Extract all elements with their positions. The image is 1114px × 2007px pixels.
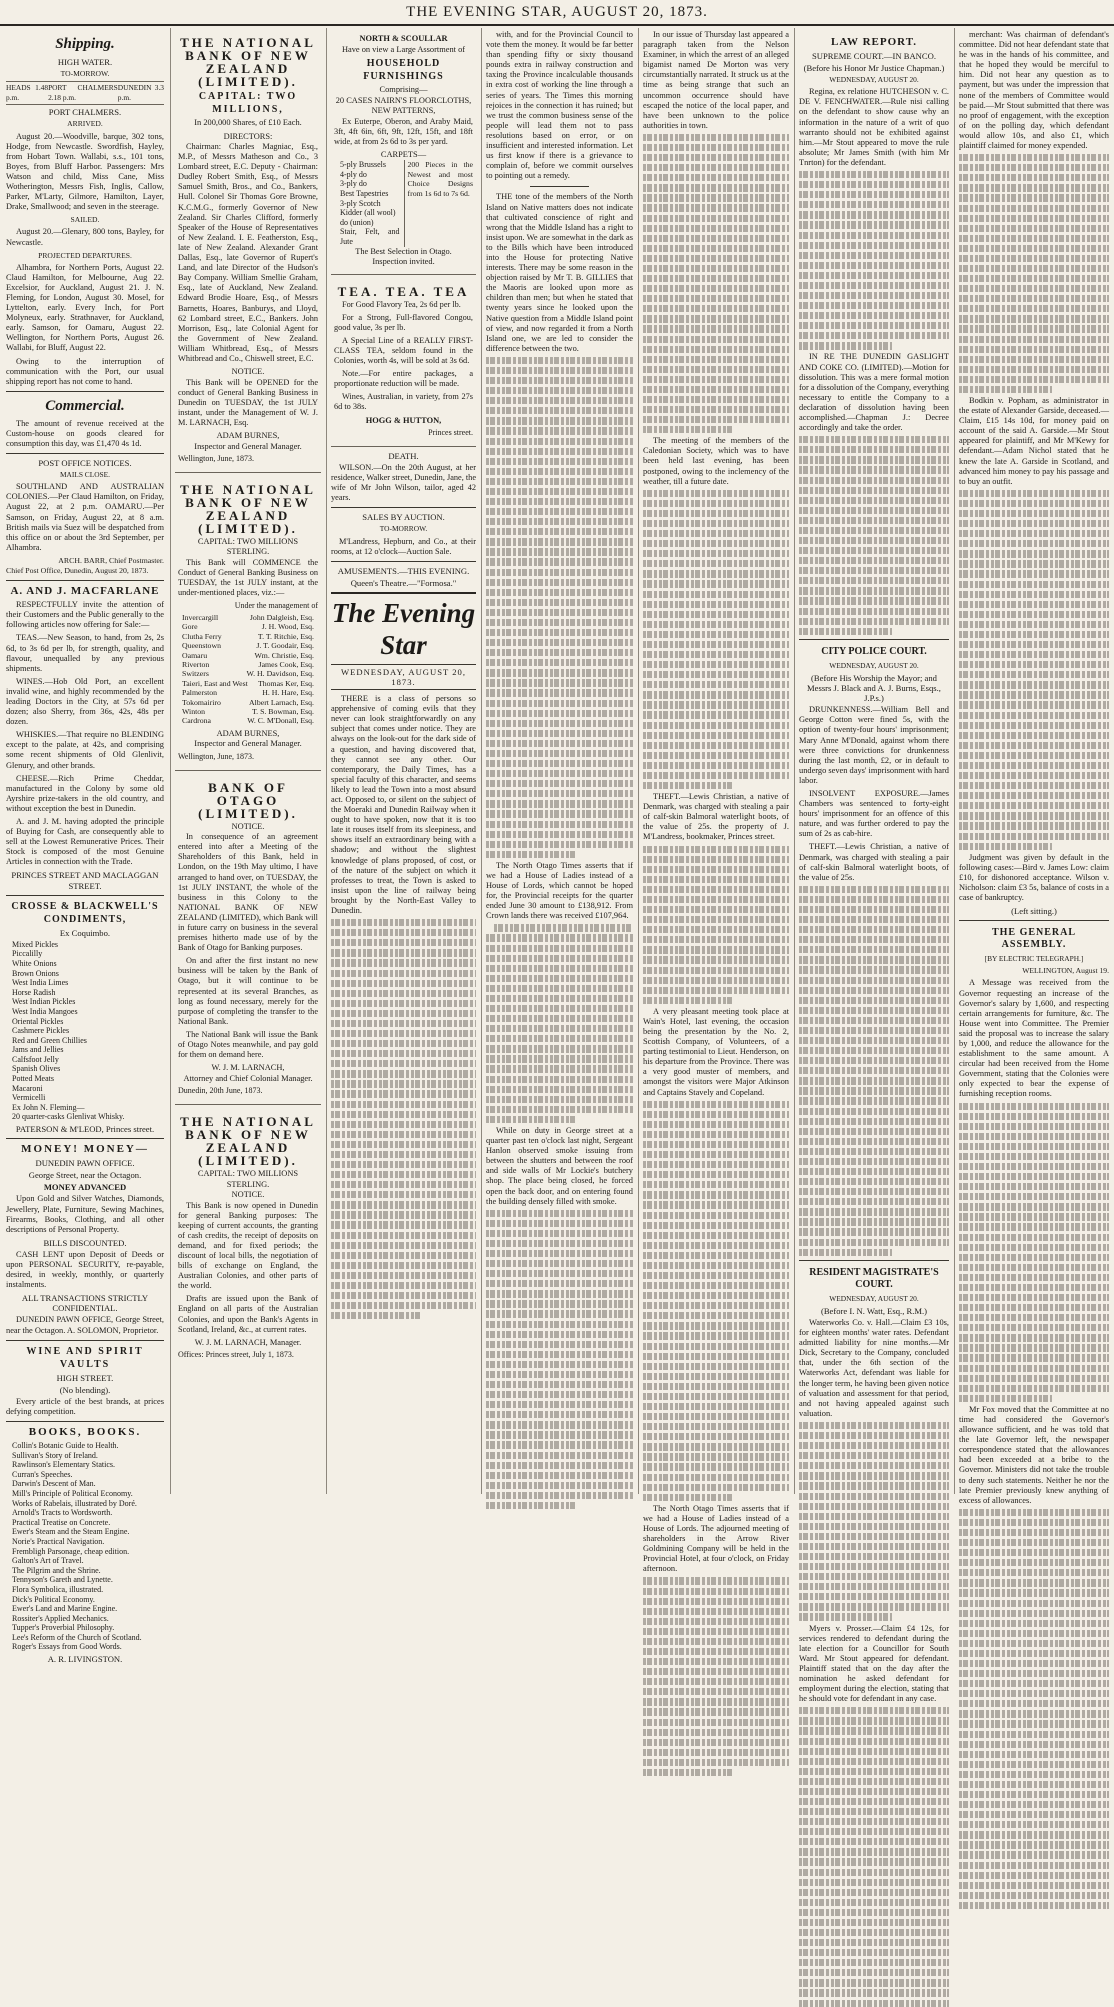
otago-text-1: In consequence of an agreement entered into after a Meeting of the Shareholders of this Bank, held in London, on the 19th May ultimo, I have arranged to hand over, on TUESDAY, the 1st JULY INSTANT, the whole of the business in this Colony to the NATIONAL BANK OF NEW ZEALAND (LIMITED), which Bank will in future carry on business in the several premises hitherto made use of by the Bank of Otago for Banking purposes. <box>178 832 318 953</box>
column-4 <box>486 30 633 1492</box>
agency-place: Switzers <box>182 669 209 679</box>
masthead <box>0 0 1114 26</box>
agency-place: Palmerston <box>182 688 218 698</box>
list-item: Oriental Pickles <box>12 1016 64 1026</box>
theatre-line: Queen's Theatre.—"Formosa." <box>350 577 457 588</box>
tea-line-3: A Special Line of a REALLY FIRST-CLASS TEA, seldom found in the Colonies, worth 4s, will be sold at 3s 6d. <box>334 335 473 366</box>
burnes-role: Inspector and General Manager. <box>194 441 302 451</box>
list-item: 4-ply do <box>340 169 367 179</box>
article-continuation <box>486 924 633 1123</box>
list-item: Mixed Pickles <box>12 939 58 949</box>
carpet-list <box>334 160 400 246</box>
general-assembly-heading: THE GENERAL ASSEMBLY. <box>991 927 1077 951</box>
column-rule <box>638 28 639 1494</box>
agency-row <box>178 716 318 725</box>
agency-manager: W. H. Davidson, Esq. <box>246 669 314 679</box>
condiments-list <box>6 940 164 1122</box>
bank-of-otago-title: BANK OF OTAGO (LIMITED). <box>198 779 298 821</box>
article-text-a: with, and for the Provincial Council to vote them the money. It would be far better than spending fifty or sixty thousand pounds extra in railway construction and taxing the Province incalculable thousands in extra cost of working the line through a series of years. The Times this morning rejoices in the connection it has ruined; but we trust the common business sense of the people will lead them not to pass resolutions based on error, or on insufficient and interested information. Let us first know if there is a grievance to complain of, before we commit ourselves to pointing out a remedy. <box>486 30 633 181</box>
list-item: do (union) <box>340 217 374 227</box>
larnach-name: W. J. M. LARNACH, <box>211 1063 285 1073</box>
assembly-text-1: A Message was received from the Governor requesting an increase of the Governor's salary by 1,600, and respecting certain arrangements for furniture, &c. The House went into Committee. The Premier said the proposal was to increase the salary by 1,000, and reduce the allowance for the establishment to the same amount. A circular had been received from the Home Government, stating that the Colonies were only expected to bear the expense of furnishing reception rooms. <box>959 978 1109 1099</box>
divider <box>6 1138 164 1139</box>
list-item: Curran's Speeches. <box>12 1469 73 1479</box>
agency-place: Queenstown <box>182 641 221 651</box>
north-scoullar-title: NORTH & SCOULLAR <box>359 34 448 43</box>
list-item: 20 quarter-casks Glenlivat Whisky. <box>12 1112 125 1122</box>
tea-line-1: For Good Flavory Tea, 2s 6d per lb. <box>342 299 461 309</box>
article-continuation <box>799 1707 949 2006</box>
agency-place: Tokomairiro <box>182 697 221 707</box>
article-continuation <box>959 490 1109 850</box>
post-office-date: Chief Post Office, Dunedin, August 20, 1873. <box>6 566 149 576</box>
larnach-role: Attorney and Chief Colonial Manager. <box>183 1073 313 1083</box>
death-heading: DEATH. <box>388 450 419 461</box>
divider <box>799 639 949 640</box>
article-text-c: THEFT.—Lewis Christian, a native of Denmark, was charged with stealing a pair of calf-skin Balmoral waterlight boots, of the value of 25s. the property of J. M'Landress, bookmaker, Princes street. <box>643 792 789 842</box>
article-continuation <box>799 886 949 1256</box>
list-item: Macaroni <box>12 1083 43 1093</box>
tomorrow-label: TO-MORROW. <box>60 69 110 79</box>
list-item: Sullivan's Story of Ireland. <box>12 1450 98 1460</box>
tea-note: Note.—For entire packages, a proportionate reduction will be made. <box>334 369 473 389</box>
article-continuation <box>486 357 633 858</box>
ad-date: Wellington, June, 1873. <box>178 751 255 761</box>
list-item: Rossiter's Applied Mechanics. <box>12 1613 109 1623</box>
drafts-text: Drafts are issued upon the Bank of England on all parts of the Australian Colonies, and upon the Bank's Agents in Scotland, Ireland, &c., at current rates. <box>178 1294 318 1334</box>
left-sitting: (Left sitting.) <box>1011 906 1057 917</box>
agency-row <box>178 651 318 660</box>
agency-manager: T. S. Bowman, Esq. <box>251 707 314 717</box>
notice-heading: NOTICE. <box>231 367 265 377</box>
tide-port-chalmers: PORT CHALMERS 2.18 p.m. <box>48 83 118 103</box>
tea-ad <box>331 279 476 447</box>
agency-place: Invercargill <box>182 613 219 622</box>
list-item: Flora Symbolica, illustrated. <box>12 1584 104 1594</box>
police-text-3: THEFT.—Lewis Christian, a native of Denmark, was charged with stealing a pair of calf-skin Balmoral waterlight boots, of the value of 25s. <box>799 842 949 882</box>
macfarlane-whiskies: WHISKIES.—That require no BLENDING except to the palate, at 42s, and comprising some recent shipments of Old Glenlivit, Glenury, and other brands. <box>6 730 164 770</box>
agency-manager: T. T. Ritchie, Esq. <box>257 631 314 641</box>
cash-lent-text: CASH LENT upon Deposit of Deeds or upon PERSONAL SECURITY, re-payable, desired, in weekly, monthly, or quarterly instalments. <box>6 1249 164 1290</box>
crosse-title: CROSSE & BLACKWELL'S CONDIMENTS, <box>11 900 159 925</box>
agency-manager: Wm. Christie, Esq. <box>254 650 314 660</box>
agency-manager: W. C. M'Donall, Esq. <box>247 716 314 726</box>
column-rule <box>326 28 327 1494</box>
ad-date: Dunedin, 20th June, 1873. <box>178 1086 263 1096</box>
projected-text: Alhambra, for Northern Ports, August 22. Claud Hamilton, for Melbourne, Aug 22. Excelsior, for Auckland, August 21. J. N. Fleming, for London, August 30. Mosel, for Lyttelton, early. Every Inch, for Port Molyneux, early. Strathnaver, for Auckland, early. Samson, for Oamaru, August 22. Wellington, for Northern Ports, August 26. Wallabi, for Bluff, August 22. <box>6 262 164 353</box>
list-item: Ewer's Land and Marine Engine. <box>12 1604 118 1614</box>
list-item: 5-ply Brussels <box>340 160 386 170</box>
list-item: Collin's Botanic Guide to Health. <box>12 1441 119 1450</box>
wine-vaults-title: WINE AND SPIRIT VAULTS <box>26 1345 144 1370</box>
divider <box>6 453 164 454</box>
projected-heading: PROJECTED DEPARTURES. <box>38 250 132 260</box>
agency-manager: Albert Larnach, Esq. <box>249 697 314 707</box>
agency-manager: Thomas Ker, Esq. <box>258 678 314 688</box>
national-bank-title: THE NATIONAL BANK OF NEW ZEALAND (LIMITED). <box>180 1114 316 1169</box>
column-rule <box>170 28 171 1494</box>
list-item: Roger's Essays from Good Words. <box>12 1642 122 1652</box>
column-1 <box>6 30 164 1665</box>
post-office-heading: POST OFFICE NOTICES. <box>38 458 132 469</box>
list-item: Galton's Art of Travel. <box>12 1556 84 1566</box>
tide-heads: HEADS 1.48 p.m. <box>6 83 49 103</box>
list-item: West Indian Pickles <box>12 997 76 1007</box>
shipping-heading: Shipping. <box>55 36 115 52</box>
agency-manager: H. H. Hare, Esq. <box>262 688 314 698</box>
arrived-text: August 20.—Woodville, barque, 302 tons, Hodge, from Newcastle. Swordfish, Hayley, from Hobart Town. Wallabi, s.s., 101 tons, Boyes, from Bluff Harbor. Passengers: Mrs Watson and child, Miss Cane, Miss Wotherington, Messrs Fish, Inglis, Callow, Parker, M'Larty, Gilmore, Hamilton, Layer, Drake, Smallwood; and seven in the steerage. <box>6 131 164 212</box>
agency-place: Riverton <box>182 660 210 670</box>
list-item: Works of Rabelais, illustrated by Doré. <box>12 1498 137 1508</box>
rm-text-2: Myers v. Prosser.—Claim £4 12s, for services rendered to defendant during the late election for a Councillor for South Ward. Mr Stout appeared for defendant. Plaintiff stated that on the day after the nomination he asked defendant for employment during the election, stating that he should vote for defendant in any case. <box>799 1623 949 1704</box>
article-text-c: The North Otago Times asserts that if we had a House of Ladies instead of a House of Lords, which cannot be hoped for, the Provincial receipts for the quarter ended June 30 amount to £138,912. From Crown lands there was received £107,964. <box>486 860 633 921</box>
agency-row <box>178 679 318 688</box>
directors-heading: DIRECTORS: <box>223 131 273 141</box>
money-title: MONEY! MONEY— <box>21 1143 149 1156</box>
postmaster-signature: ARCH. BARR, Chief Postmaster. <box>58 555 164 565</box>
list-item: Rawlinson's Elementary Statics. <box>12 1460 115 1470</box>
list-item: West India Mangoes <box>12 1006 78 1016</box>
comprising-label: Comprising— <box>379 85 428 94</box>
list-item: Arnold's Tracts to Wordsworth. <box>12 1508 113 1518</box>
macfarlane-title: A. AND J. MACFARLANE <box>10 585 160 598</box>
national-bank-title: THE NATIONAL BANK OF NEW ZEALAND (LIMITED). <box>180 35 316 89</box>
agency-manager: J. H. Wood, Esq. <box>261 622 314 632</box>
article-continuation <box>959 154 1109 393</box>
agency-row <box>178 632 318 641</box>
north-scoullar-ad <box>331 30 476 275</box>
list-item: West India Limes <box>12 978 69 988</box>
article-continuation <box>643 490 789 789</box>
law-text-2: IN RE THE DUNEDIN GASLIGHT AND COKE CO. (LIMITED).—Motion for dissolution. This was a mere formal motion for a dissolution of the Company, everything necessary to entitle the Company to a declaration of dissolution having been accomplished.—Chapman J.: Decree accordingly and take the order. <box>799 352 949 433</box>
list-item: Piccalilly <box>12 949 43 959</box>
list-item: Horse Radish <box>12 987 56 997</box>
capital-line: CAPITAL: TWO MILLIONS STERLING. <box>197 1169 299 1189</box>
furnishings-title: HOUSEHOLD FURNISHINGS <box>363 58 444 82</box>
wines-note: Wines, Australian, in variety, from 27s 6d to 38s. <box>334 392 473 412</box>
divider <box>6 1340 164 1341</box>
article-continuation <box>331 919 476 1319</box>
article-continuation <box>486 1210 633 1509</box>
commence-text: This Bank will COMMENCE the Conduct of General Banking Business on TUESDAY, the 1st JULY instant, at the under-mentioned places, viz.:— <box>178 557 318 598</box>
list-item: Practical Treatise on Concrete. <box>12 1517 111 1527</box>
article-text-d: While on duty in George street at a quarter past ten o'clock last night, Sergeant Hanlon observed smoke issuing from between the shutters and between the roof and side walls of Mr Lockie's butchery shop. The place being closed, he forced open the back door, and on entering found the building densely filled with smoke. <box>486 1125 633 1206</box>
resident-magistrate-heading: RESIDENT MAGISTRATE'S COURT. <box>809 1266 939 1290</box>
macfarlane-wines: WINES.—Hob Old Port, an excellent invalid wine, and highly recommended by the leading Doctors in the City, at 57s 6d per dozen; also Sherry, from 36s, 42s, 48s per dozen. <box>6 676 164 727</box>
issue-dateline: WEDNESDAY, AUGUST 20, 1873. <box>331 664 476 690</box>
capital-line: CAPITAL: TWO MILLIONS, <box>198 91 298 115</box>
bench-line: (Before His Worship the Mayor; and Messrs J. Black and A. J. Burns, Esqs., J.P.s.) <box>807 672 941 704</box>
article-text-a: merchant: Was chairman of defendant's committee. Did not hear defendant state that he was in the hands of his committee, and that he hoped they would be merciful to him. Did not hear any question as to payment, but was under the impression that none of the members of Committee would be paid.—Mr Stout submitted that there was no proof of engagement, with the exception of on the polling day, which defendant would allow 10s, and also £1, which plaintiff claimed for money expended. <box>959 30 1109 151</box>
divider <box>6 1421 164 1422</box>
agency-header: Under the management of <box>234 601 318 611</box>
agency-manager: James Cook, Esq. <box>258 660 314 670</box>
national-bank-ad-1 <box>175 30 321 473</box>
agency-row <box>178 641 318 650</box>
agency-place: Clutha Ferry <box>182 631 222 641</box>
agency-place: Gore <box>182 622 198 632</box>
article-text-e: The North Otago Times asserts that if we had a House of Ladies instead of a House of Lords. The adjourned meeting of shareholders in the Arrow River Goldmining Company will be held in the Provincial Hotel, at four o'clock, on Friday afternoon. <box>643 1503 789 1574</box>
commercial-text: The amount of revenue received at the Custom-house on goods cleared for consumption this day, was £1,470 4s 1d. <box>6 418 164 448</box>
article-text-b: Bodkin v. Popham, as administrator in the estate of Alexander Garside, deceased.—Claim, £15 14s 10d, for money paid on account of the said A. Garside.—Mr Stout appeared for plaintiff, and Mr M'Kewy for defendant.—Adam Nichol stated that he knew the late A. Garside in Scotland, and advanced him money to pay his passage and to buy an outfit. <box>959 396 1109 486</box>
list-item: 3-ply do <box>340 179 367 189</box>
sales-text: M'Landress, Hepburn, and Co., at their rooms, at 12 o'clock—Auction Sale. <box>331 536 476 556</box>
agency-row <box>178 660 318 669</box>
tide-dunedin: DUNEDIN 3.3 p.m. <box>117 83 164 103</box>
divider <box>530 186 589 187</box>
list-item: Darwin's Descent of Man. <box>12 1479 96 1489</box>
tea-line-2: For a Strong, Full-flavored Congou, good value, 3s per lb. <box>334 312 473 332</box>
column-6 <box>799 30 949 1704</box>
books-title: BOOKS, BOOKS. <box>28 1426 142 1438</box>
column-2 <box>175 30 321 1492</box>
hogg-hutton: HOGG & HUTTON, <box>365 415 442 425</box>
burnes-name: ADAM BURNES, <box>216 728 280 738</box>
hogg-address: Princes street. <box>428 428 473 438</box>
list-item: Red and Green Chillies <box>12 1035 87 1045</box>
notice-heading: NOTICE. <box>231 1190 265 1200</box>
list-item: 3-ply Scotch <box>340 198 381 208</box>
article-continuation <box>643 1577 789 1776</box>
article-continuation <box>643 134 789 433</box>
macfarlane-address: PRINCES STREET AND MACLAGGAN STREET. <box>11 870 159 891</box>
list-item: Dick's Political Economy. <box>12 1594 95 1604</box>
column-rule <box>481 28 482 1494</box>
supreme-court-heading: SUPREME COURT.—IN BANCO. <box>812 51 936 61</box>
larnach-manager: W. J. M. LARNACH, Manager. <box>194 1337 302 1347</box>
law-report-heading: LAW REPORT. <box>831 36 917 48</box>
police-text-2: INSOLVENT EXPOSURE.—James Chambers was sentenced to forty-eight hours' imprisonment for an offence of this nature, and was further ordered to pay the sum of 2s as cab-hire. <box>799 788 949 839</box>
macfarlane-cash: A. and J. M. having adopted the principle of Buying for Cash, are consequently able to sell at the Lowest Remunerative Prices. Their Stock is composed of the most Genuine Articles in connection with the Trade. <box>6 817 164 867</box>
column-5 <box>643 30 789 1574</box>
floorcloth-ships: Ex Euterpe, Oberon, and Araby Maid, 3ft, 4ft 6in, 6ft, 9ft, 12ft, 15ft, and 18ft wide, at from 2s 6d to 3s per yard. <box>334 116 473 146</box>
list-item: Ex John N. Fleming— <box>12 1102 85 1112</box>
article-text-b: THE tone of the members of the North Island on Native matters does not indicate that cultivated conscience of right and wrong that the Middle Island has a right to insist upon. We are somewhat in the dark as to the Bills which have been introduced into the House for protecting Native interests. There may be some reason in the objection raised by Mr T. B. GILLIES that the Maoris are looked upon more as children than men; but when he stated that twenty years since he looked upon the Native question from a Middle Island point of view, and now regarded it from a North Island one, we are led to consider the difference between the two. <box>486 192 633 353</box>
post-office-text: SOUTHLAND AND AUSTRALIAN COLONIES.—Per Claud Hamilton, on Friday, August 22, at 2 p.m. OAMARU.—Per Samson, on Friday, August 22, at 8 a.m. British mails via Suez will be despatched from this office on or about the 3rd September, per Alhambra. <box>6 482 164 552</box>
shares-line: In 200,000 Shares, of £10 Each. <box>194 118 302 127</box>
arrived-heading: ARRIVED. <box>67 119 103 129</box>
judgment-text: Judgment was given by default in the following cases:—Bird v. James Low: claim £10, for dishonored acceptance. Wilson v. Nicholson: claim £3 5s, balance of costs in a case of bankruptcy. <box>959 852 1109 903</box>
list-item: Stair, Felt, and Jute <box>340 227 400 247</box>
carpet-note: 200 Pieces in the Newest and most Choice Designs from 1s 6d to 7s 6d. <box>404 160 474 246</box>
rm-text-1: Waterworks Co. v. Hall.—Claim £3 10s, for eighteen months' water rates. Defendant admitted liability for nine months.—Mr Dick, Secretary to the Company, concluded that, under the 6th section of the Waterworks Act, defendant was liable for the longer term, he having been given notice of valuation and assessment for that period, and not having appealed against such valuation. <box>799 1318 949 1418</box>
court-date: WEDNESDAY, AUGUST 20. <box>829 75 919 85</box>
agency-row <box>178 707 318 716</box>
tomorrow-label: TO-MORROW. <box>379 524 428 534</box>
port-chalmers-heading: PORT CHALMERS. <box>48 107 122 118</box>
notice-text: This Bank will be OPENED for the conduct of General Banking Business in Dunedin on TUESDAY, the 1st JULY instant, under the Management of W. J. M. LARNACH, Esq. <box>178 377 318 427</box>
list-item: Frembligh Parsonage, cheap edition. <box>12 1546 130 1556</box>
pawn-office-name: DUNEDIN PAWN OFFICE. <box>35 1158 135 1169</box>
amusements-heading: AMUSEMENTS.—THIS EVENING. <box>337 565 470 576</box>
books-list <box>6 1441 164 1652</box>
list-item: Lee's Reform of the Church of Scotland. <box>12 1632 142 1642</box>
transactions-confidential: ALL TRANSACTIONS STRICTLY CONFIDENTIAL. <box>21 1293 149 1314</box>
otago-text-2: On and after the first instant no new business will be taken by the Bank of Otago, but it will continue to be represented at its several Branches, as long as found necessary, merely for the purpose of completing the transfer to the National Bank. <box>178 956 318 1026</box>
burnes-name: ADAM BURNES, <box>216 431 280 441</box>
burnes-role: Inspector and General Manager. <box>194 739 302 749</box>
assembly-text-2: Mr Fox moved that the Committee at no time had considered the Governor's allowance sufficient, and he was told that the late Governor left, the newspaper correspondence stated that the allowances had been exceeded at a bribe to the Governor. Ministers did not take the trouble to deny such statements. Neither he nor the late Premier previously knew anything of excess of allowances. <box>959 1404 1109 1505</box>
north-scoullar-text: Have on view a Large Assortment of <box>341 44 466 54</box>
agency-place: Winton <box>182 707 206 717</box>
bills-discounted: BILLS DISCOUNTED. <box>43 1237 127 1248</box>
agency-place: Oamaru <box>182 650 208 660</box>
list-item: Calfsfoot Jelly <box>12 1054 59 1064</box>
column-rule <box>794 28 795 1494</box>
inspection-invited: Inspection invited. <box>372 257 435 267</box>
agency-row <box>178 669 318 678</box>
pawn-close: DUNEDIN PAWN OFFICE, George Street, near the Octagon. A. SOLOMON, Proprietor. <box>6 1315 164 1335</box>
column-rule <box>954 28 955 1494</box>
wine-no-blending: (No blending). <box>59 1384 111 1395</box>
divider <box>959 920 1109 921</box>
city-police-heading: CITY POLICE COURT. <box>821 645 927 657</box>
list-item: Potted Meats <box>12 1074 54 1084</box>
evening-star-nameplate: The Evening Star <box>331 592 476 661</box>
divider <box>6 391 164 392</box>
wine-vaults-street: HIGH STREET. <box>56 1372 114 1383</box>
judge-line: (Before his Honor Mr Justice Chapman.) <box>803 63 945 74</box>
floorcloths-line: 20 CASES NAIRN'S FLOORCLOTHS, NEW PATTERNS, <box>335 95 472 115</box>
national-bank-title: THE NATIONAL BANK OF NEW ZEALAND (LIMITED). <box>180 481 316 536</box>
agency-row <box>178 622 318 631</box>
list-item: The Pilgrim and the Shrine. <box>12 1565 101 1575</box>
list-item: Mill's Principle of Political Economy. <box>12 1488 133 1498</box>
capital-line: CAPITAL: TWO MILLIONS STERLING. <box>197 536 299 557</box>
crosse-subtitle: Ex Coquimbo. <box>59 927 111 938</box>
article-continuation <box>799 171 949 350</box>
tide-table <box>6 81 164 105</box>
money-text: Upon Gold and Silver Watches, Diamonds, Jewellery, Plate, Furniture, Sewing Machines, Firearms, Books, Clothing, and all other descriptions of Personal Property. <box>6 1194 164 1234</box>
list-item: Tupper's Proverbial Philosophy. <box>12 1623 115 1633</box>
owing-text: Owing to the interruption of communication with the Port, our usual shipping report has not come to hand. <box>6 356 164 386</box>
article-continuation <box>799 436 949 635</box>
magistrate-line: (Before I. N. Watt, Esq., R.M.) <box>820 1305 928 1316</box>
agency-manager: J. T. Goodair, Esq. <box>256 641 314 651</box>
agency-place: Cardrona <box>182 716 212 726</box>
wine-text: Every article of the best brands, at prices defying competition. <box>6 1396 164 1416</box>
article-continuation <box>959 1103 1109 1402</box>
carpets-heading: CARPETS— <box>380 149 427 159</box>
court-date: WEDNESDAY, AUGUST 20. <box>829 660 919 670</box>
list-item: Spanish Olives <box>12 1064 61 1074</box>
divider <box>6 580 164 581</box>
divider <box>331 507 476 508</box>
court-date: WEDNESDAY, AUGUST 20. <box>829 1293 919 1303</box>
best-selection: The Best Selection in Otago. <box>355 246 452 256</box>
list-item: Kidder (all wool) <box>340 208 396 218</box>
agency-row <box>178 613 318 622</box>
column-3 <box>331 30 476 1492</box>
wellington-dateline: WELLINGTON, August 19. <box>1022 966 1109 976</box>
list-item: White Onions <box>12 958 57 968</box>
notice-text: This Bank is now opened in Dunedin for general Banking purposes: The keeping of current accounts, the granting of cash credits, the receipt of deposits on demand, and for fixed periods; the discount of local bills, the negotiation of bills of exchange on England, the Australian Colonies, and other parts of the world. <box>178 1200 318 1291</box>
article-continuation <box>959 1509 1109 1909</box>
directors-list: Chairman: Charles Magniac, Esq., M.P., of Messrs Matheson and Co., 3 Lombard street, E.C. Deputy - Chairman: Dudley Robert Smith, Esq., of Messrs Samuel Smith, Bros., and Co., Bankers, Hull. Colonel Sir Thomas Gore Browne, K.C.M.G., formerly Governor of New Zealand. Sir Charles Clifford, formerly Speaker of the House of Representatives of New Zealand. I. E. Featherston, Esq., late of New Zealand. Alexander Grant Dallas, Esq., late Governor of Rupert's Land, and late Director of the Hudson's Bay Company. William Smellie Graham, Esq., late of Auckland, New Zealand. Edward Brodie Hoare, Esq., of Messrs Barnetts, Hoares, Banburys, and Lloyd, 62 Lombard street, E.C., Bankers. John Morrison, Esq., late Colonial Agent for the Government of New Zealand. William Whitbread, Esq., of Messrs Whitbread and Co., Chiswell street, E.C. <box>178 142 318 363</box>
masthead-title: THE EVENING STAR, AUGUST 20, 1873. <box>406 4 708 20</box>
agency-row <box>178 688 318 697</box>
list-item: Brown Onions <box>12 968 59 978</box>
divider <box>331 561 476 562</box>
money-advanced: MONEY ADVANCED <box>43 1182 127 1193</box>
article-text-d: A very pleasant meeting took place at Wain's Hotel, last evening, the occasion being the presentation by the No. 2, Scottish Company, of Volunteers, of a parting testimonial to Lieut. Henderson, on his departure from the Province. There was a very good muster of members, and amongst the visitors were Major Atkinson and Captains Stavely and Copeland. <box>643 1006 789 1097</box>
agency-manager: John Dalgleish, Esq. <box>249 613 314 622</box>
death-notice: WILSON.—On the 20th August, at her residence, Walker street, Dunedin, Jane, the wife of Mr John Wilson, tailor, aged 42 years. <box>331 462 477 503</box>
carpet-section <box>334 160 473 246</box>
article-text-a: In our issue of Thursday last appeared a paragraph taken from the Nelson Examiner, in which the arrest of an alleged bigamist named De Morton was very circumstantially narrated. It struck us at the time as being strange that such an uncommon occurrence should have escaped the notice of the local paper, and have been unknown to the police authorities in town. <box>643 30 789 130</box>
sales-heading: SALES BY AUCTION. <box>362 512 445 523</box>
list-item: Ewer's Steam and the Steam Engine. <box>12 1527 130 1537</box>
sailed-heading: SAILED. <box>70 215 100 225</box>
national-bank-ad-2 <box>175 477 321 771</box>
commercial-heading: Commercial. <box>45 397 125 414</box>
agency-place: Taieri, East and West <box>182 678 248 688</box>
agency-row <box>178 698 318 707</box>
list-item: Tennyson's Gareth and Lynette. <box>12 1575 113 1585</box>
national-bank-ad-3 <box>175 1109 321 1368</box>
macfarlane-intro: RESPECTFULLY invite the attention of their Customers and the Public generally to the following articles now offering for Sale:— <box>6 600 164 630</box>
list-item: Vermicelli <box>12 1093 46 1103</box>
divider <box>6 895 164 896</box>
list-item: Norie's Practical Navigation. <box>12 1536 105 1546</box>
divider <box>799 1260 949 1261</box>
tea-title: TEA. TEA. TEA <box>337 283 470 299</box>
bank-of-otago-ad <box>175 775 321 1105</box>
police-text-1: DRUNKENNESS.—William Bell and George Cotton were fined 5s, with the option of twenty-four hours' imprisonment; Mary Anne M'Donald, against whom there were three convictions for drunkenness during the last month, £2, or in default to undergo seven days' imprisonment with hard labor. <box>799 705 949 785</box>
pawn-address: George Street, near the Octagon. <box>28 1170 142 1181</box>
macfarlane-cheese: CHEESE.—Rich Prime Cheddar, manufactured in the Colony by some old Ayrshire prize-takers in the old country, and without exception the best in Dunedin. <box>6 773 164 813</box>
list-item: Best Tapestries <box>340 189 389 199</box>
offices-line: Offices: Princes street, July 1, 1873. <box>178 1350 294 1360</box>
list-item: Jams and Jellies <box>12 1045 64 1055</box>
article-continuation <box>643 1101 789 1501</box>
agency-table <box>178 613 318 726</box>
ad-date: Wellington, June, 1873. <box>178 454 255 464</box>
law-text-1: Regina, ex relatione HUTCHESON v. C. DE V. FENCHWATER.—Rule nisi calling on the defendant to show cause why an information in the nature of a writ of quo warranto should not be exhibited against him.—Mr Stout appeared to move the rule absolute; Mr James Smith (with him Mr Tnrton) for the defendant. <box>799 87 949 167</box>
high-water-heading: HIGH WATER. <box>57 57 113 67</box>
notice-heading: NOTICE. <box>231 821 265 831</box>
column-7 <box>959 30 1109 1505</box>
leading-article: THERE is a class of persons so apprehensive of coming evils that they never can look straightforwardly on any subject that comes under notice. They are always on the look-out for the dark side of a question, and having discovered that, they cannot see any other. Our contemporary, the Daily Times, has a special faculty of this character, and seems likely to lead the Town into a most absurd act. Opposed to, or silent on the subject of the Moeraki and Dunedin Railway when it ought to have spoken, now that it is too late it rouses itself from its sleepiness, and shows itself an extraordinary being with a shadow; and without the slightest knowledge of plans proposed, of cost, or of the nature of the subject on which it professes to treat, the Town is asked to insist upon the line of railway being brought by the North-East Valley to Dunedin. <box>331 694 476 916</box>
article-continuation <box>643 846 789 1004</box>
telegraph-line: [BY ELECTRIC TELEGRAPH.] <box>984 954 1084 964</box>
paterson-signature: PATERSON & M'LEOD, Princes street. <box>15 1124 155 1135</box>
macfarlane-teas: TEAS.—New Season, to hand, from 2s, 2s 6d, to 3s 6d per lb, for strength, quality, and flavour, unequalled by any previous shipments. <box>6 633 164 673</box>
livingston-signature: A. R. LIVINGSTON. <box>47 1654 123 1665</box>
mails-close-heading: MAILS CLOSE. <box>59 470 111 480</box>
article-continuation <box>799 1422 949 1621</box>
list-item: Cashmere Pickles <box>12 1026 70 1036</box>
sailed-text: August 20.—Glenary, 800 tons, Bayley, for Newcastle. <box>6 227 164 247</box>
otago-text-3: The National Bank will issue the Bank of Otago Notes meanwhile, and pay gold for them on demand here. <box>178 1029 318 1060</box>
article-text-b: The meeting of the members of the Caledonian Society, which was to have been held last evening, has been postponed, owing to the inclemency of the weather, till a future date. <box>643 436 789 486</box>
